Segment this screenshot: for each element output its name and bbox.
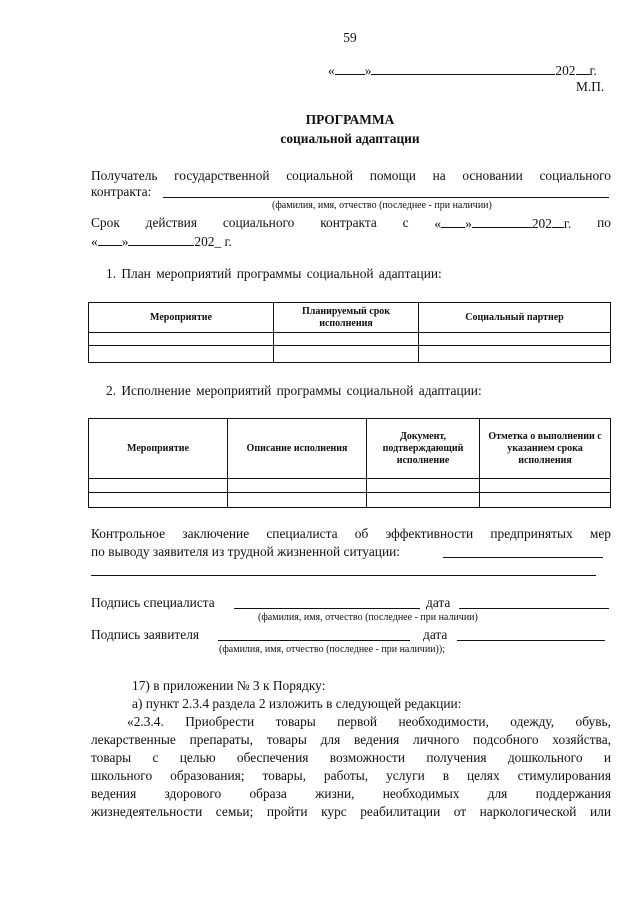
recipient-name-blank [163,197,609,198]
plan-header-partner: Социальный партнер [419,303,611,333]
date-line [328,62,597,79]
body-line: жизнедеятельности семьи; пройти курс реабилитации от наркологической или [91,804,611,819]
exec-header-mark: Отметка о выполнении с указанием срока исполнения [480,419,611,479]
body-line: лекарственные препараты, товары для ведения личного подсобного хозяйства, [91,732,611,747]
recipient-caption: (фамилия, имя, отчество (последнее - при наличии) [272,200,492,211]
table-row [89,479,611,493]
month-blank [371,62,555,75]
plan-header-deadline: Планируемый срок исполнения [274,303,419,333]
term-word-end: по [597,215,611,230]
year-blank [576,62,590,75]
item-a: а) пункт 2.3.4 раздела 2 изложить в следующей редакции: [132,696,462,711]
exec-header-document: Документ, подтверждающий исполнение [367,419,480,479]
contract-label: контракта: [91,184,152,199]
exec-header-description: Описание исполнения [228,419,367,479]
seal-mark: М.П. [576,79,605,94]
applicant-date-label: дата [423,627,448,642]
plan-table [88,302,611,363]
program-subtitle: социальной адаптации [280,131,420,146]
day-blank [335,62,365,75]
term-word-2: действия [145,215,198,230]
date-close-quote: » [364,63,372,78]
term-word-3: социального [222,215,295,230]
date-open-quote: « [328,63,335,78]
body-line: «2.3.4. Приобрести товары первой необходимости, одежду, обувь, [127,714,611,729]
conclusion-line-2: по выводу заявителя из трудной жизненной ситуации: [91,544,400,559]
specialist-date-blank [459,608,609,609]
section2-heading: 2. Исполнение мероприятий программы социальной адаптации: [106,383,482,398]
date-year: 202 [555,63,576,78]
term-end-date: « » 202_ г. [91,234,232,249]
date-year-suffix: г. [589,63,597,78]
specialist-signature-label: Подпись специалиста [91,595,215,610]
page-number: 59 [343,30,357,45]
conclusion-blank [443,557,603,558]
item-17: 17) в приложении № 3 к Порядку: [132,678,326,693]
section1-heading: 1. План мероприятий программы социальной адаптации: [106,266,442,281]
table-row [89,493,611,508]
body-line: товары с целью обеспечения возможности получения дошкольного и [91,750,611,765]
applicant-signature-label: Подпись заявителя [91,627,200,642]
recipient-line: Получатель государственной социальной помощи на основании социального [91,168,611,183]
applicant-date-blank [457,640,605,641]
term-line [91,215,611,232]
specialist-signature-blank [234,608,420,609]
plan-header-activity: Мероприятие [89,303,274,333]
applicant-signature-blank [218,640,410,641]
table-row [89,346,611,363]
body-line: школьного образования; товары, работы, услуги в целях стимулирования [91,768,611,783]
body-line: ведения здорового образа жизни, необходимых для поддержания [91,786,611,801]
table-row [89,333,611,346]
specialist-caption: (фамилия, имя, отчество (последнее - при наличии) [258,612,478,623]
conclusion-line: Контрольное заключение специалиста об эффективности предпринятых мер [91,526,611,541]
term-word-1: Срок [91,215,120,230]
term-word-5: с [402,215,409,230]
program-title: ПРОГРАММА [305,112,395,127]
exec-header-activity: Мероприятие [89,419,228,479]
specialist-date-label: дата [426,595,451,610]
term-start-date: « » 202 г. [434,216,572,231]
conclusion-blank-2 [91,575,596,576]
term-word-4: контракта [320,215,377,230]
applicant-caption: (фамилия, имя, отчество (последнее - при наличии)); [219,644,445,655]
execution-table [88,418,611,508]
